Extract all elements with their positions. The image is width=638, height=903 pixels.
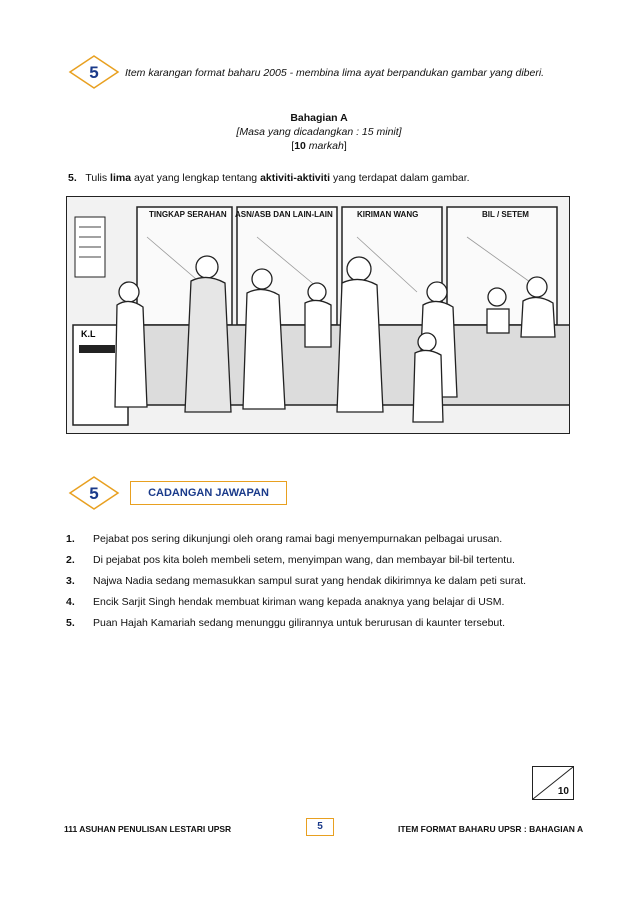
answer-number-badge xyxy=(68,476,120,510)
answer-text: Encik Sarjit Singh hendak membuat kiriman wang kepada anaknya yang belajar di USM. xyxy=(93,596,505,608)
item-number-badge xyxy=(68,55,120,89)
answer-text: Di pejabat pos kita boleh membeli setem, menyimpan wang, dan membayar bil-bil tertentu. xyxy=(93,554,515,566)
answer-item-number: 5 xyxy=(89,484,99,503)
question-text-part: ayat yang lengkap tentang xyxy=(131,172,261,184)
time-note: [Masa yang dicadangkan : 15 minit] xyxy=(236,126,402,138)
sign-tingkap-serahan: TINGKAP SERAHAN xyxy=(149,210,227,219)
page-number: 5 xyxy=(306,818,334,836)
footer-right: ITEM FORMAT BAHARU UPSR : BAHAGIAN A xyxy=(398,824,584,834)
score-value: 10 xyxy=(557,786,569,797)
answer-item xyxy=(66,552,586,573)
sign-kiriman-wang: KIRIMAN WANG xyxy=(357,210,419,219)
question-number: 5. xyxy=(68,172,77,184)
post-office-illustration xyxy=(66,196,570,434)
footer-left: 111 ASUHAN PENULISAN LESTARI UPSR xyxy=(64,824,232,834)
answer-item xyxy=(66,594,586,615)
cadangan-jawapan-heading: CADANGAN JAWAPAN xyxy=(130,481,287,505)
question-bold-word: lima xyxy=(110,172,132,184)
item-number: 5 xyxy=(89,63,99,82)
score-box xyxy=(532,766,574,800)
answer-list xyxy=(66,531,586,636)
sign-bil-setem: BIL / SETEM xyxy=(482,210,529,219)
answer-item xyxy=(66,531,586,552)
answer-item xyxy=(66,573,586,594)
section-title: Bahagian A xyxy=(290,112,348,124)
mailbox-label: K.L xyxy=(81,329,96,339)
answer-number: 3. xyxy=(66,575,75,587)
answer-number: 4. xyxy=(66,596,75,608)
sign-asn-asb: ASN/ASB DAN LAIN-LAIN xyxy=(235,210,333,219)
answer-text: Pejabat pos sering dikunjungi oleh orang ramai bagi menyempurnakan pelbagai urusan. xyxy=(93,533,503,545)
answer-number: 5. xyxy=(66,617,75,629)
answer-number: 2. xyxy=(66,554,75,566)
question-text-part: yang terdapat dalam gambar. xyxy=(330,172,470,184)
marks-note: [10 markah] xyxy=(291,140,347,152)
question-bold-word: aktiviti-aktiviti xyxy=(260,172,331,184)
answer-text: Puan Hajah Kamariah sedang menunggu gilirannya untuk berurusan di kaunter tersebut. xyxy=(93,617,506,629)
answer-item xyxy=(66,615,586,636)
question-text-part: Tulis xyxy=(85,172,111,184)
answer-number: 1. xyxy=(66,533,75,545)
answer-text: Najwa Nadia sedang memasukkan sampul surat yang hendak dikirimnya ke dalam peti surat. xyxy=(93,575,527,587)
question xyxy=(68,172,470,184)
intro-text: Item karangan format baharu 2005 - membina lima ayat berpandukan gambar yang diberi. xyxy=(125,67,545,79)
